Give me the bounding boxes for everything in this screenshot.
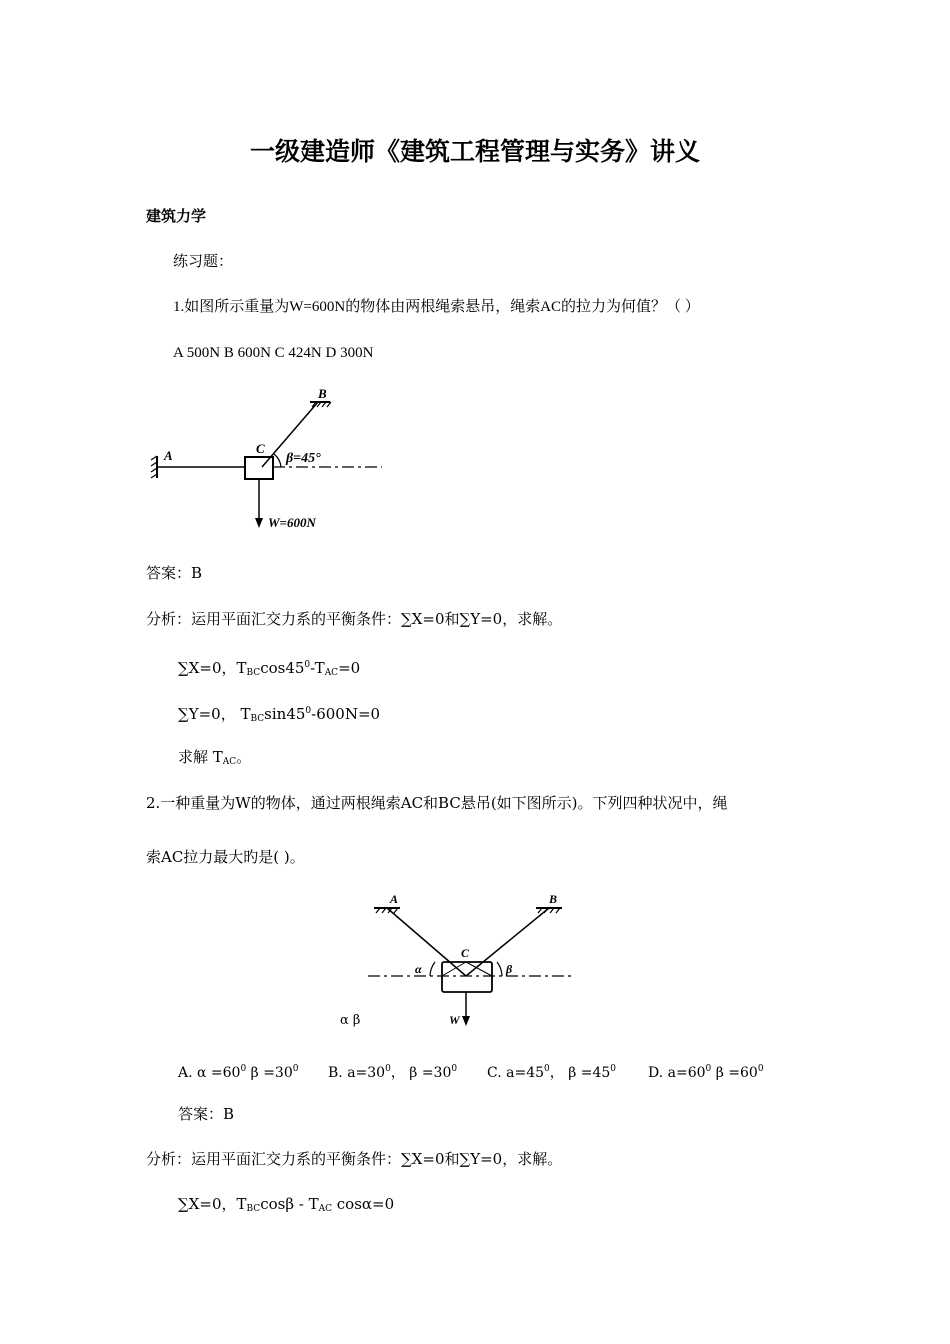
q1-label-a: A — [164, 448, 173, 463]
q2-answer: 答案：B — [178, 1105, 235, 1123]
q2-question-line1: 2.一种重量为W的物体，通过两根绳索AC和BC悬吊(如下图所示)。下列四种状况中，绳 — [146, 794, 728, 812]
q1-figure — [140, 380, 400, 540]
section-heading: 建筑力学 — [146, 207, 207, 225]
q1-equation-y: ∑Y=0， $T_{BC}\sin 45^0-600N=0$ — [178, 705, 381, 724]
q2-label-b: B — [549, 892, 558, 906]
q2-beta-label: β — [506, 962, 513, 976]
q2-option-a: A. $\alpha =60^0$ $\beta =30^0$ — [178, 1064, 299, 1081]
q1-solve: 求解 $T_{AC}$。 — [178, 748, 252, 767]
q1-label-c: C — [256, 441, 265, 456]
q2-figure — [360, 888, 580, 1033]
q2-label-c: C — [461, 946, 470, 960]
q1-analysis: 分析：运用平面汇交力系的平衡条件：∑X=0和∑Y=0，求解。 — [146, 610, 563, 628]
q2-option-c: C. $a=45^0$， $\beta =45^0$ — [487, 1064, 617, 1081]
q2-option-d: D. $a=60^0$ $\beta =60^0$ — [648, 1064, 764, 1081]
q1-options: A 500N B 600N C 424N D 300N — [173, 345, 374, 361]
q2-option-b: B. $a=30^0$， $\beta =30^0$ — [328, 1064, 458, 1081]
practice-label: 练习题： — [173, 252, 234, 270]
q1-equation-x: ∑X=0，$T_{BC}\cos 45^0-T_{AC}=0$ — [178, 659, 361, 678]
q2-alpha-label: α — [415, 962, 422, 976]
q1-answer: 答案：B — [146, 564, 203, 582]
q2-figure-caption: α β — [340, 1013, 361, 1028]
q2-label-a: A — [390, 892, 399, 906]
q2-equation-x: ∑X=0，$T_{BC}\cos\beta - T_{AC}$ cosα=0 — [178, 1195, 395, 1214]
q1-label-b: B — [318, 386, 327, 401]
q2-question-line2: 索AC拉力最大旳是( )。 — [146, 848, 305, 866]
document-title: 一级建造师《建筑工程管理与实务》讲义 — [249, 137, 700, 166]
q1-weight-label: W=600N — [268, 515, 316, 530]
q2-weight-label: W — [449, 1013, 460, 1027]
q1-question: 1.如图所示重量为W=600N的物体由两根绳索悬吊，绳索AC的拉力为何值？（ ） — [173, 299, 700, 315]
q1-angle-label: β=45° — [286, 451, 321, 466]
q2-analysis: 分析：运用平面汇交力系的平衡条件：∑X=0和∑Y=0，求解。 — [146, 1150, 563, 1168]
